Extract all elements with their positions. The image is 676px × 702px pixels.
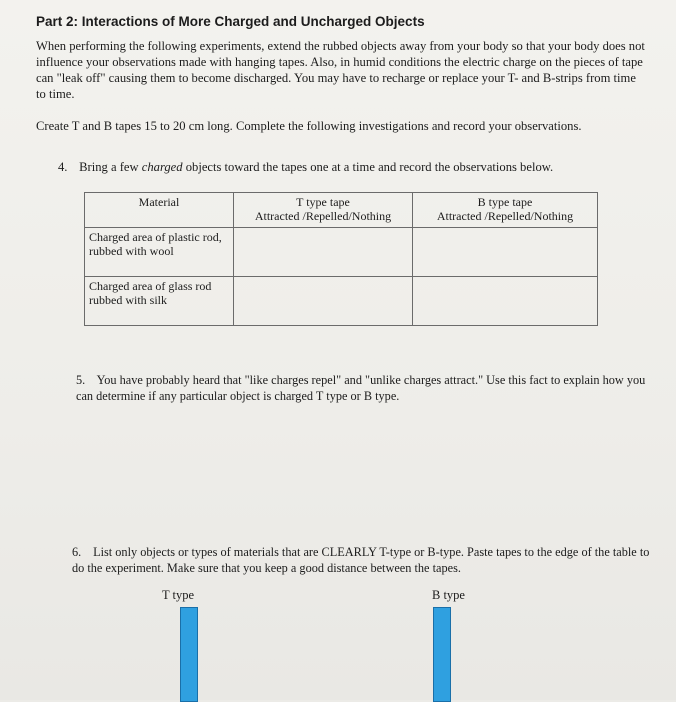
material-cell: Charged area of glass rod rubbed with silk — [85, 277, 234, 326]
table-row — [85, 228, 598, 277]
question-text: List only objects or types of materials that are CLEARLY T-type or B-type. Paste tapes to the edge of the table to do the experiment. Make sure that you keep a good distance between the tapes. — [72, 545, 650, 575]
instructions-paragraph: When performing the following experiments, extend the rubbed objects away from your body so that your body does not influence your observations made with hanging tapes. Also, in humid conditions the electric charge on the pieces of tape can "leak off" causing them to become discharged. You may have to recharge or replace your T- and B-strips from time to time. — [36, 39, 645, 101]
b-tape-answer-cell[interactable] — [413, 277, 598, 326]
header-b-tape-label: B type tape — [477, 195, 533, 209]
header-t-tape-label: T type tape — [296, 195, 350, 209]
question-text-start: Bring a few — [79, 160, 139, 174]
t-tape-answer-cell[interactable] — [234, 228, 413, 277]
table-header-row — [85, 193, 598, 228]
question-number: 6. — [72, 545, 82, 559]
section-title: Part 2: Interactions of More Charged and Uncharged Objects — [36, 14, 425, 29]
question-text-end: objects toward the tapes one at a time and record the observations below. — [185, 160, 554, 174]
question-number: 5. — [76, 373, 86, 387]
header-b-tape-options: Attracted /Repelled/Nothing — [436, 209, 574, 223]
create-tapes-paragraph: Create T and B tapes 15 to 20 cm long. Complete the following investigations and record your observations. — [36, 119, 582, 133]
material-cell: Charged area of plastic rod, rubbed with wool — [85, 228, 234, 277]
header-t-tape-options: Attracted /Repelled/Nothing — [254, 209, 392, 223]
question-number: 4. — [58, 160, 68, 174]
question-text: You have probably heard that "like charges repel" and "unlike charges attract." Use this fact to explain how you can determine if any particular object is charged T type or B type. — [76, 373, 646, 403]
b-type-label: B type — [432, 588, 465, 602]
question-6 — [72, 544, 662, 576]
t-tape-answer-cell[interactable] — [234, 277, 413, 326]
t-type-tape — [180, 607, 198, 702]
header-material-label: Material — [138, 195, 180, 209]
header-material — [85, 193, 234, 228]
question-4 — [58, 160, 553, 175]
b-type-tape — [433, 607, 451, 702]
header-b-tape — [413, 193, 598, 228]
header-t-tape — [234, 193, 413, 228]
question-emphasis: charged — [141, 160, 183, 174]
question-5 — [76, 372, 656, 404]
table-row — [85, 277, 598, 326]
observation-table — [84, 192, 598, 326]
t-type-label: T type — [162, 588, 195, 602]
b-tape-answer-cell[interactable] — [413, 228, 598, 277]
